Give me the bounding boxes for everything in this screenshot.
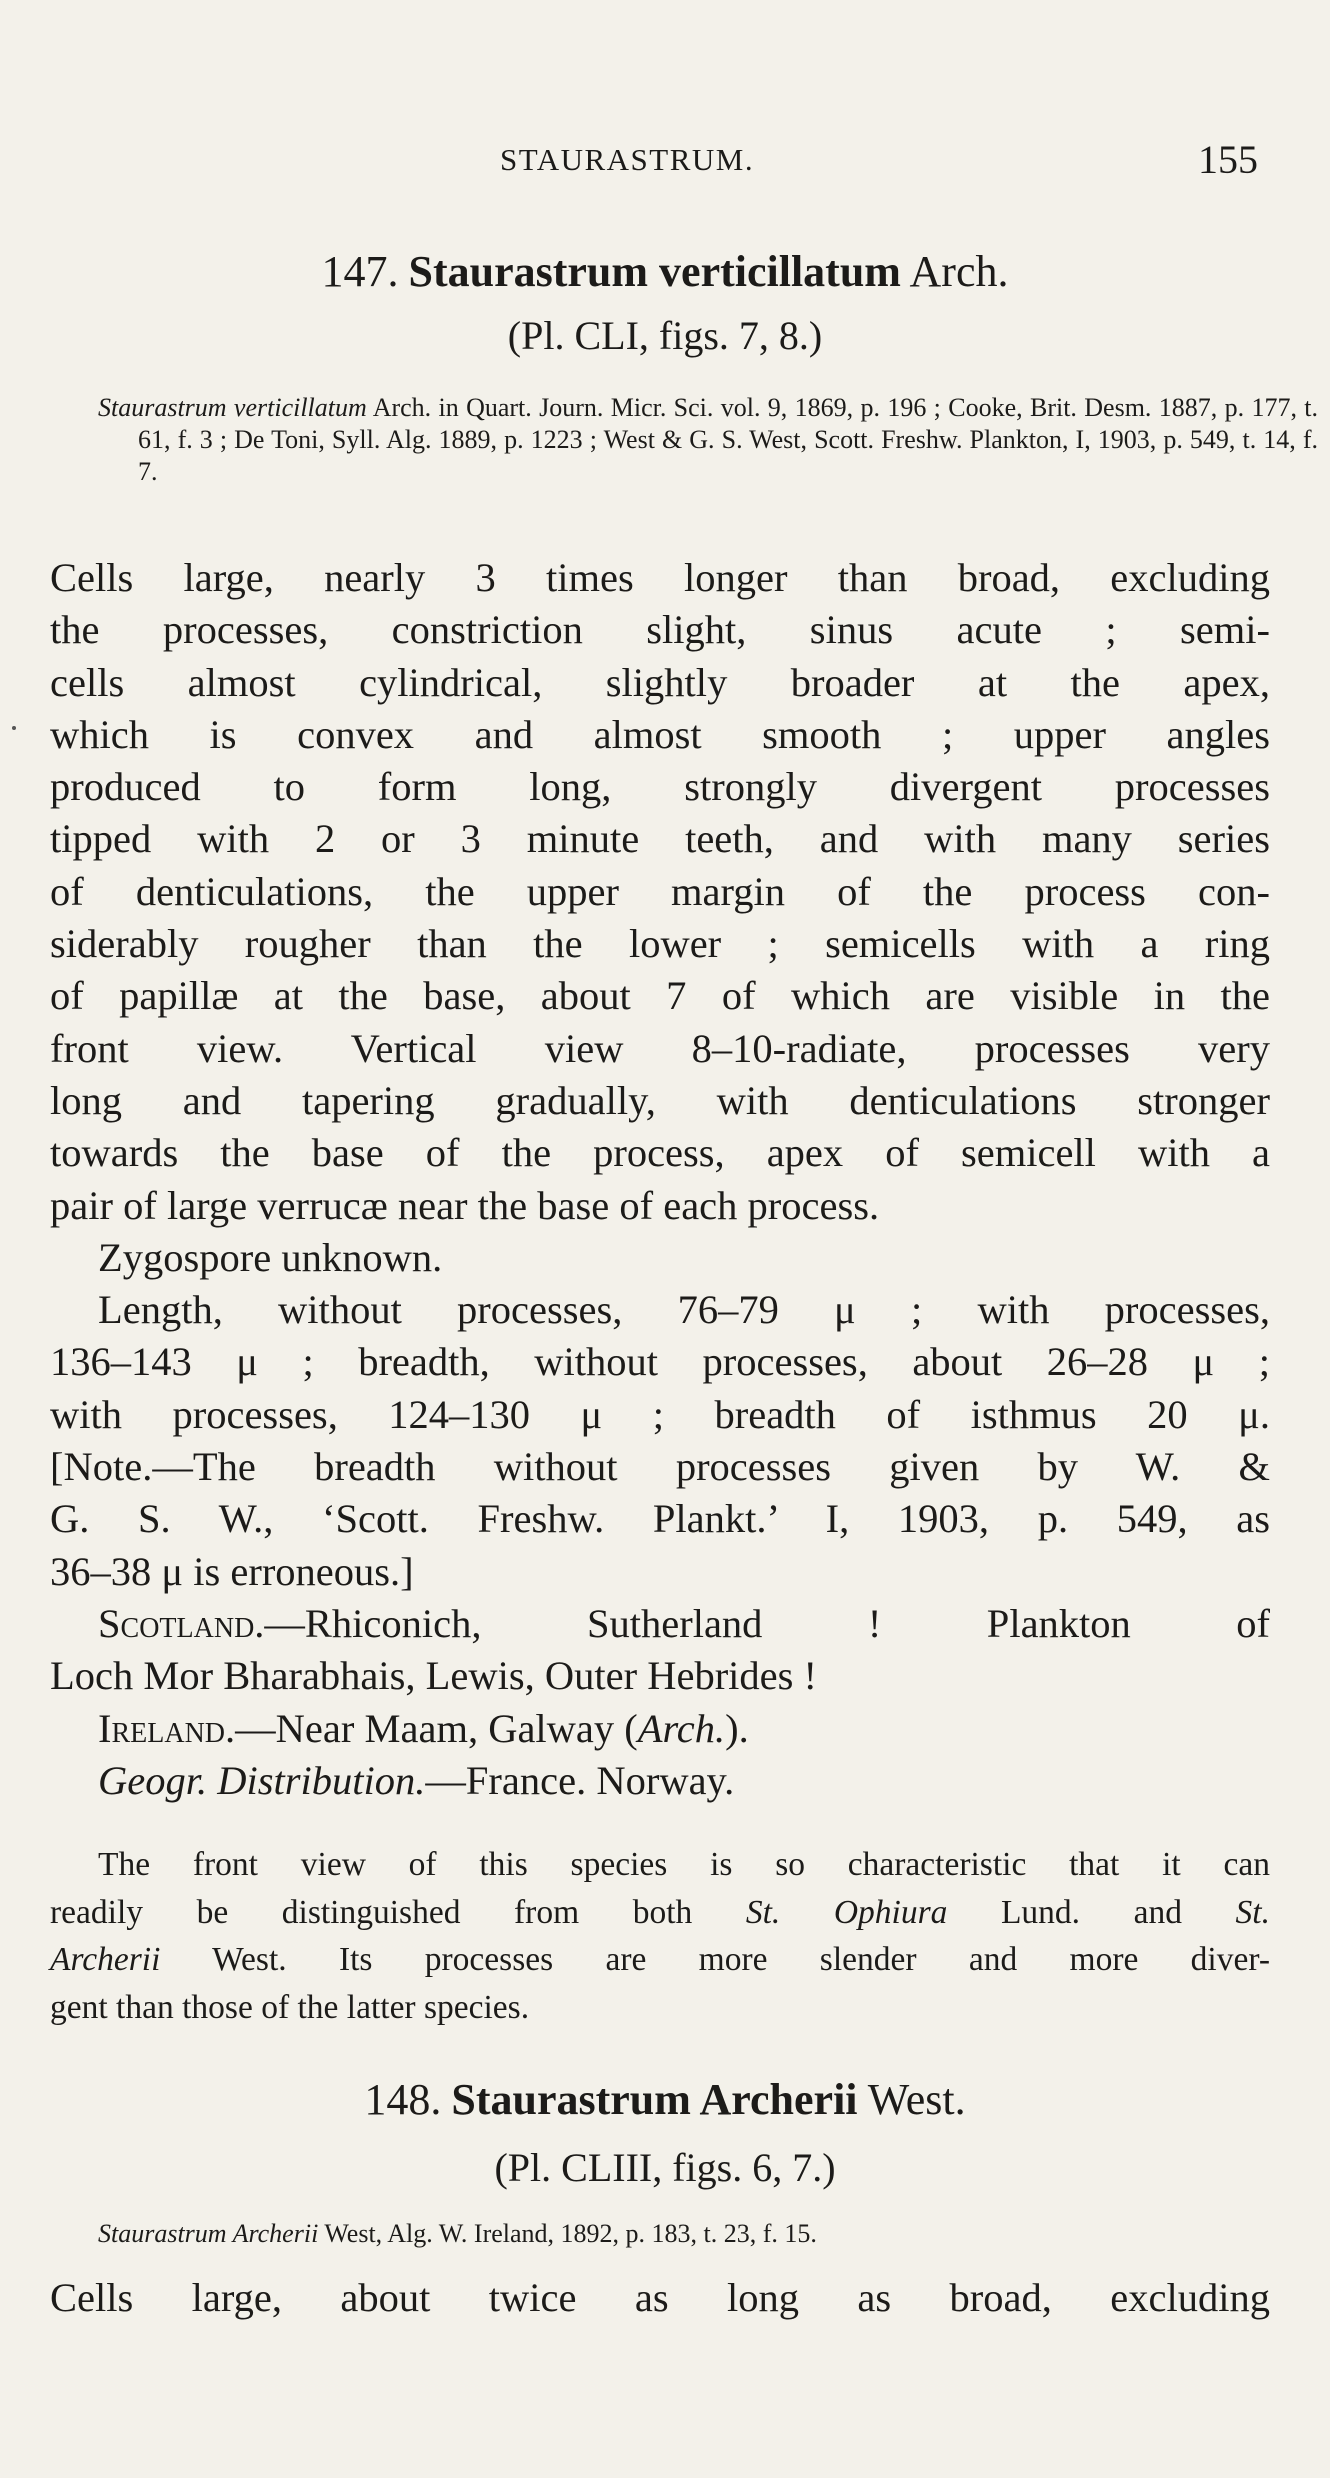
reference-text: West, Alg. W. Ireland, 1892, p. 183, t. 23, f. 15. [318, 2219, 817, 2248]
text-line: produced to form long, strongly divergent processes [50, 764, 1270, 810]
species-name: Staurastrum verticillatum [408, 247, 901, 296]
authority: Arch. [637, 1705, 726, 1751]
note-text: West. Its processes are more slender and more diver- [160, 1941, 1270, 1978]
species-147-references [98, 392, 1318, 488]
note-text: gent than those of the latter species. [50, 1988, 530, 2026]
note-species-name: Archerii [50, 1941, 161, 1978]
locality-text: —Rhiconich, Sutherland ! Plankton of [264, 1600, 1270, 1646]
locality-close: ). [725, 1705, 749, 1751]
species-author: Arch. [909, 247, 1009, 296]
ink-speck [12, 726, 16, 730]
note-line [50, 1841, 1270, 1889]
text-line: front view. Vertical view 8–10-radiate, processes very [50, 1025, 1270, 1071]
note-text: Lund. and [947, 1893, 1236, 1931]
text-line: of denticulations, the upper margin of the process con- [50, 868, 1270, 914]
text-line: siderably rougher than the lower ; semicells with a ring [50, 921, 1270, 967]
species-148-reference [98, 2218, 1278, 2250]
note-species-name: St. Ophiura [745, 1893, 948, 1931]
dimension-line: 36–38 μ is erroneous.] [50, 1548, 414, 1594]
page-number: 155 [1198, 137, 1258, 182]
scotland-locality [50, 1598, 1270, 1650]
note-line [50, 1936, 1270, 1984]
species-147-heading [0, 246, 1330, 297]
region-label: Ireland. [98, 1705, 236, 1751]
species-name: Staurastrum Archerii [451, 2075, 858, 2124]
species-author: West. [867, 2075, 966, 2124]
reference-text: p. 549, t. 14, f. 7. [138, 425, 1319, 486]
text-line: Cells large, about twice as long as broad, excluding [50, 2275, 1270, 2320]
text-line: cells almost cylindrical, slightly broader at the apex, [50, 659, 1270, 705]
ireland-locality [50, 1703, 1270, 1755]
note-line [50, 1889, 1270, 1937]
reference-text: Arch. in Quart. Journ. Micr. Sci. vol. 9, 1869, [366, 393, 854, 422]
species-147-plate-reference: (Pl. CLI, figs. 7, 8.) [507, 313, 823, 358]
dimension-line: G. S. W., ‘Scott. Freshw. Plankt.’ I, 1903, p. 549, as [50, 1496, 1270, 1542]
text-line: pair of large verrucæ near the base of each process. [50, 1182, 880, 1228]
text-line: of papillæ at the base, about 7 of which are visible in the [50, 973, 1270, 1019]
note-species-name: St. [1235, 1893, 1270, 1931]
dimension-line: Length, without processes, 76–79 μ ; with processes, [98, 1287, 1270, 1333]
scotland-locality-continued: Loch Mor Bharabhais, Lewis, Outer Hebrides ! [50, 1653, 818, 1699]
text-line: towards the base of the process, apex of semicell with a [50, 1130, 1270, 1176]
distribution-label: Geogr. Distribution. [98, 1757, 426, 1803]
distribution-text: —France. Norway. [425, 1757, 735, 1803]
note-text: readily be distinguished from both [50, 1893, 746, 1931]
text-line: the processes, constriction slight, sinus acute ; semi- [50, 607, 1270, 653]
geographic-distribution [50, 1755, 1270, 1807]
species-number: 148. [364, 2075, 442, 2124]
dimension-line: with processes, 124–130 μ ; breadth of isthmus 20 μ. [50, 1391, 1270, 1437]
dimension-line: [Note.—The breadth without processes given by W. & [50, 1444, 1270, 1490]
text-line: long and tapering gradually, with denticulations stronger [50, 1077, 1270, 1123]
species-148-description [50, 2272, 1270, 2324]
note-line [50, 1984, 1270, 2032]
dimension-line: 136–143 μ ; breadth, without processes, about 26–28 μ ; [50, 1339, 1270, 1385]
species-148-heading [0, 2074, 1330, 2125]
species-147-description [50, 552, 1270, 1807]
locality-text: —Near Maam, Galway ( [235, 1705, 638, 1751]
region-label: Scotland. [98, 1600, 265, 1646]
reference-species-name: Staurastrum Archerii [98, 2219, 319, 2248]
running-head [0, 137, 1330, 182]
species-147-note [50, 1841, 1270, 2031]
species-148-plate-reference: (Pl. CLIII, figs. 6, 7.) [494, 2145, 836, 2190]
running-head-title: STAURASTRUM. [500, 142, 755, 177]
reference-text: 1889, p. 1223 ; West & G. S. West, Scott. Freshw. Plankton, I, 1903, [438, 425, 1157, 454]
reference-text: p. 196 ; Cooke, Brit. Desm. 1887, p. 177, t. 61, f. 3 ; De Toni, Syll. Alg. [138, 393, 1319, 454]
reference-species-name: Staurastrum verticillatum [98, 393, 367, 422]
text-line: which is convex and almost smooth ; upper angles [50, 711, 1270, 757]
text-line: tipped with 2 or 3 minute teeth, and with many series [50, 816, 1270, 862]
species-number: 147. [321, 247, 399, 296]
note-text: The front view of this species is so characteristic that it can [98, 1846, 1270, 1883]
text-line: Cells large, nearly 3 times longer than broad, excluding [50, 555, 1270, 600]
zygospore-line: Zygospore unknown. [98, 1234, 443, 1280]
